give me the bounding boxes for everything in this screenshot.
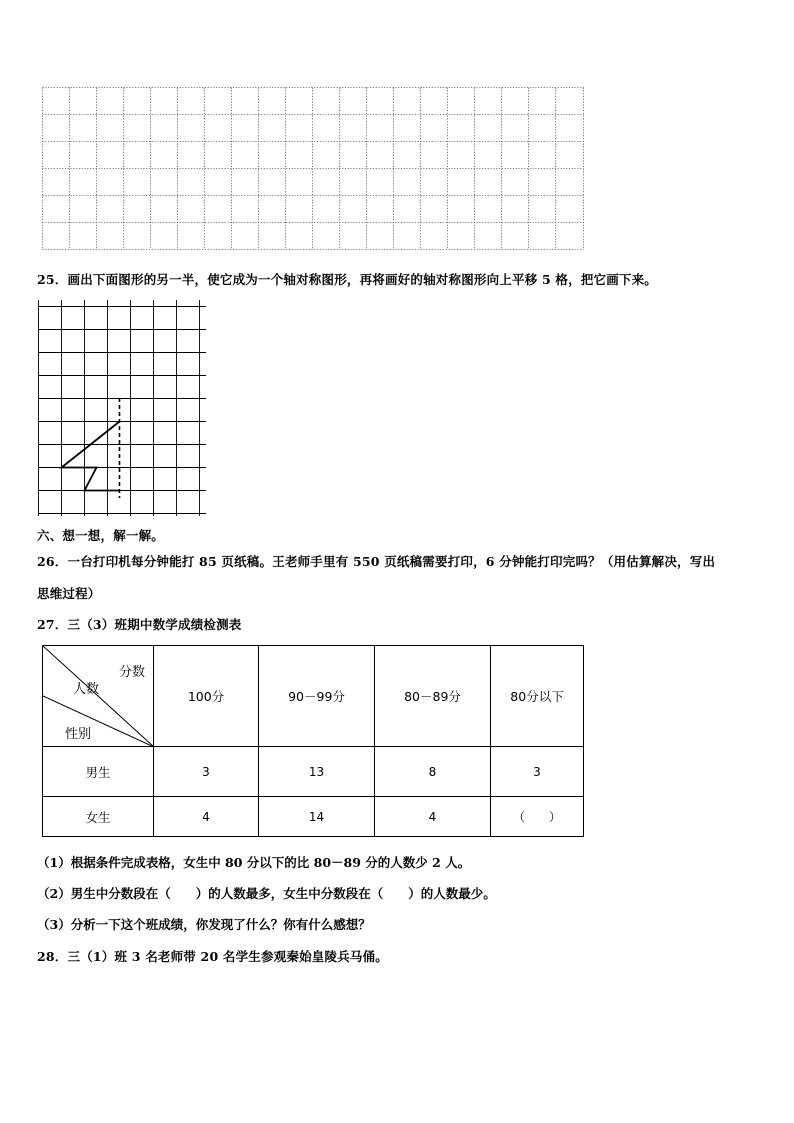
dotted-answer-grid <box>42 87 584 250</box>
row-label-boys: 男生 <box>43 747 154 797</box>
corner-label-gender: 性别 <box>65 727 92 742</box>
question-25-text: 25．画出下面图形的另一半，使它成为一个轴对称图形，再将画好的轴对称图形向上平移 5 格，把它画下来。 <box>37 272 657 287</box>
corner-label-score: 分数 <box>119 665 146 680</box>
table-corner-header <box>43 646 154 747</box>
table-row <box>43 797 584 837</box>
table-cell: 4 <box>154 797 259 837</box>
table-cell: 8 <box>375 747 491 797</box>
question-26-line2: 思维过程） <box>37 586 101 601</box>
half-shape <box>62 422 120 491</box>
question-26-line1: 26．一台打印机每分钟能打 85 页纸稿。王老师手里有 550 页纸稿需要打印，6 分钟能打印完吗？（用估算解决，写出 <box>37 554 716 569</box>
table-cell: 4 <box>375 797 491 837</box>
table-cell: 3 <box>491 747 584 797</box>
symmetry-grid <box>38 300 206 516</box>
row-label-girls: 女生 <box>43 797 154 837</box>
column-header: 80－89分 <box>375 646 491 747</box>
table-row <box>43 747 584 797</box>
question-27-title: 27．三（3）班期中数学成绩检测表 <box>37 617 242 632</box>
question-28-text: 28．三（1）班 3 名老师带 20 名学生参观秦始皇陵兵马俑。 <box>37 949 388 964</box>
question-27-sub3: （3）分析一下这个班成绩，你发现了什么？你有什么感想？ <box>37 917 371 932</box>
table-cell: 13 <box>259 747 375 797</box>
column-header: 90－99分 <box>259 646 375 747</box>
score-table <box>42 645 584 837</box>
answer-blank-cell[interactable]: （ ） <box>491 797 584 837</box>
table-cell: 3 <box>154 747 259 797</box>
question-27-sub1: （1）根据条件完成表格，女生中 80 分以下的比 80－89 分的人数少 2 人。 <box>37 855 471 870</box>
table-cell: 14 <box>259 797 375 837</box>
column-header: 80分以下 <box>491 646 584 747</box>
corner-label-count: 人数 <box>73 682 100 697</box>
section-6-title: 六、想一想，解一解。 <box>37 528 165 543</box>
question-27-sub2: （2）男生中分数段在（ ）的人数最多，女生中分数段在（ ）的人数最少。 <box>37 886 496 901</box>
column-header: 100分 <box>154 646 259 747</box>
